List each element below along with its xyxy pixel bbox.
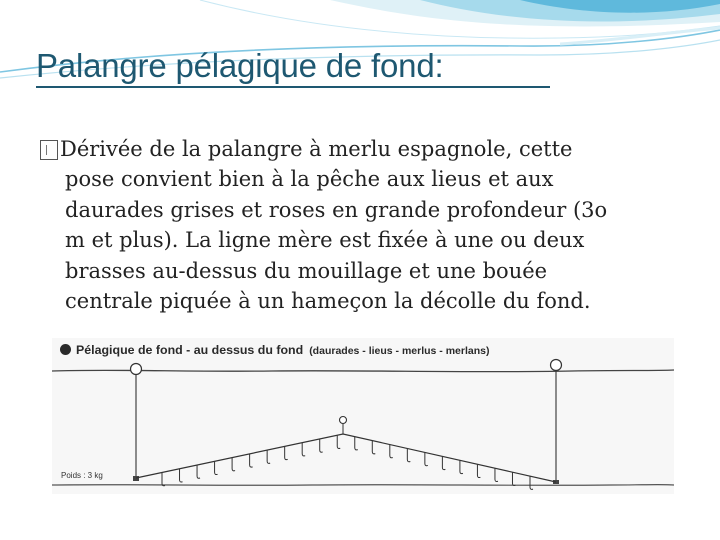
bullet-line: pose convient bien à la pêche aux lieus et aux <box>65 167 554 192</box>
diagram-title-text: Pélagique de fond - au dessus du fond <box>76 343 304 357</box>
hook-snood-icon <box>530 476 533 489</box>
hook-snood-icon <box>337 435 340 448</box>
bullet-line: daurades grises et roses en grande profondeur (3o <box>65 197 608 222</box>
hook-snood-icon <box>460 460 463 473</box>
hook-snood-icon <box>372 441 375 454</box>
hook-snood-icon <box>407 448 410 461</box>
hook-snood-icon <box>232 458 235 471</box>
hook-snood-icon <box>180 469 183 482</box>
hooks-group <box>162 435 533 489</box>
hook-snood-icon <box>285 446 288 459</box>
hook-snood-icon <box>250 454 253 467</box>
hook-snood-icon <box>495 468 498 481</box>
diagram-title <box>60 343 490 357</box>
bullet-line: m et plus). La ligne mère est fixée à une ou deux <box>65 228 585 253</box>
central-buoy-icon <box>340 417 347 424</box>
hook-snood-icon <box>477 464 480 477</box>
hook-snood-icon <box>215 461 218 474</box>
diagram-number-icon <box>60 344 71 355</box>
bullet-placeholder-icon <box>40 140 58 160</box>
weight-label: Poids : 3 kg <box>61 471 103 480</box>
longline-diagram <box>52 338 674 494</box>
sea-surface-line <box>52 370 674 372</box>
left-buoy-icon <box>131 364 142 375</box>
right-buoy-icon <box>551 360 562 371</box>
hook-snood-icon <box>442 456 445 469</box>
hook-snood-icon <box>320 439 323 452</box>
hook-snood-icon <box>425 452 428 465</box>
hook-snood-icon <box>162 472 165 485</box>
hook-snood-icon <box>512 472 515 485</box>
hook-snood-icon <box>355 437 358 450</box>
title-underline <box>36 86 550 88</box>
hook-snood-icon <box>267 450 270 463</box>
bullet-paragraph <box>40 134 680 316</box>
hook-snood-icon <box>390 445 393 458</box>
hook-snood-icon <box>197 465 200 478</box>
hook-snood-icon <box>302 443 305 456</box>
seabed-line <box>52 485 674 486</box>
bullet-line: brasses au-dessus du mouillage et une bouée <box>65 258 548 283</box>
slide-title: Palangre pélagique de fond: <box>36 47 444 84</box>
bullet-line: Dérivée de la palangre à merlu espagnole, cette <box>60 137 573 161</box>
bullet-line: centrale piquée à un hameçon la décolle du fond. <box>65 289 591 314</box>
mother-line <box>136 434 556 482</box>
left-weight-icon <box>133 476 139 481</box>
diagram-subtitle: (daurades - lieus - merlus - merlans) <box>309 345 490 357</box>
longline-drawing <box>52 338 674 494</box>
